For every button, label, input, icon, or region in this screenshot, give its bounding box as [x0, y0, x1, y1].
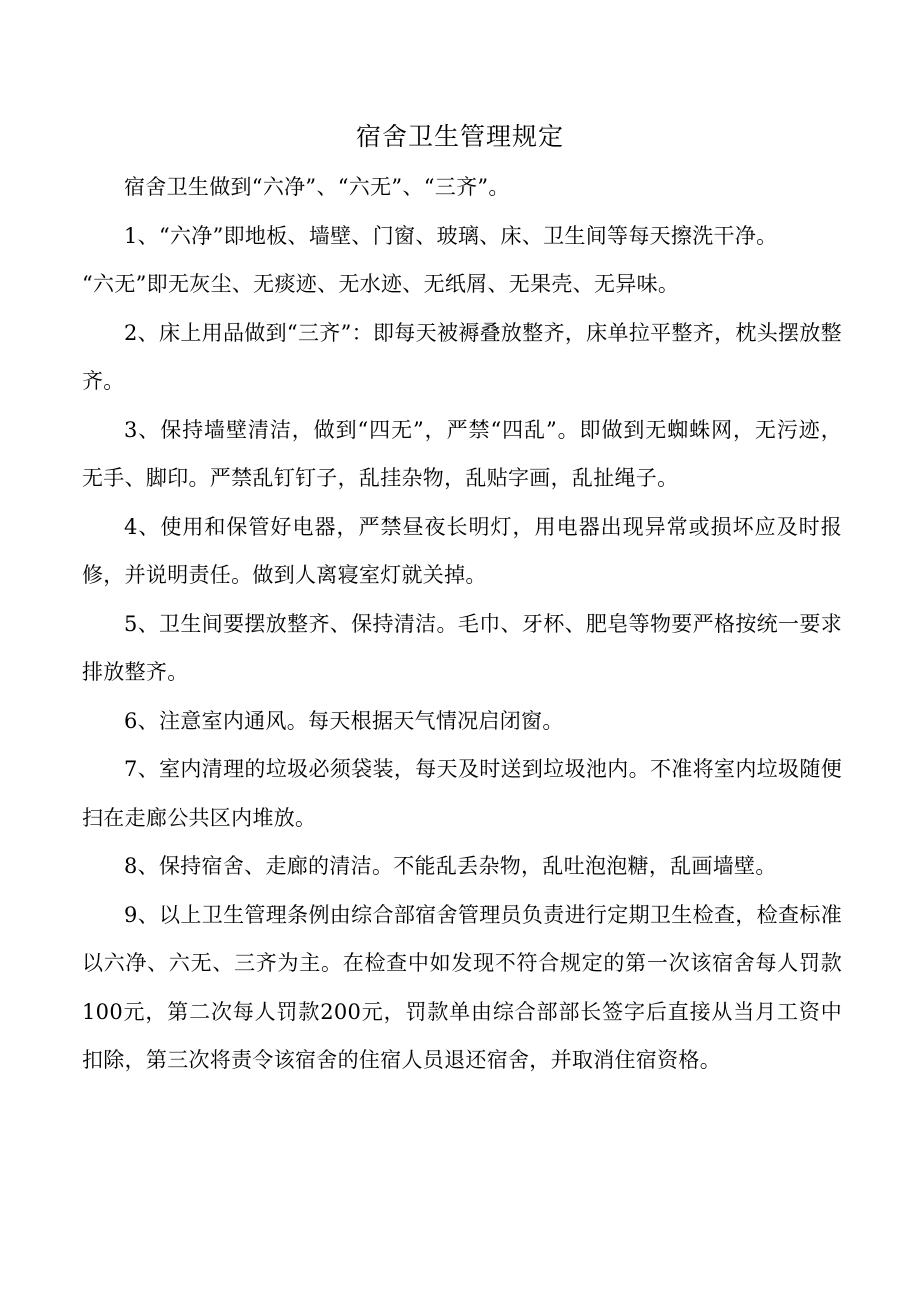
rule-4-paragraph: 4、使用和保管好电器，严禁昼夜长明灯，用电器出现异常或损坏应及时报修，并说明责任。做到人离寝室灯就关掉。	[82, 514, 842, 587]
intro-paragraph: 宿舍卫生做到“六净”、“六无”、“三齐”。	[124, 175, 510, 199]
rule-1-continuation: “六无”即无灰尘、无痰迹、无水迹、无纸屑、无果壳、无异味。	[82, 272, 680, 296]
rule-5-paragraph: 5、卫生间要摆放整齐、保持清洁。毛巾、牙杯、肥皂等物要严格按统一要求排放整齐。	[82, 611, 842, 684]
rule-7-paragraph: 7、室内清理的垃圾必须袋装，每天及时送到垃圾池内。不准将室内垃圾随便扫在走廊公共区内堆放。	[82, 757, 842, 830]
rule-1-paragraph: 1、“六净”即地板、墙壁、门窗、玻璃、床、卫生间等每天擦洗干净。	[124, 223, 778, 248]
document-body	[82, 163, 842, 1085]
rule-8-paragraph: 8、保持宿舍、走廊的清洁。不能乱丢杂物，乱吐泡泡糖，乱画墙壁。	[124, 854, 777, 878]
rule-2-paragraph: 2、床上用品做到“三齐”：即每天被褥叠放整齐，床单拉平整齐，枕头摆放整齐。	[82, 320, 842, 393]
rule-9-paragraph: 9、以上卫生管理条例由综合部宿舍管理员负责进行定期卫生检查，检查标准以六净、六无、三齐为主。在检查中如发现不符合规定的第一次该宿舍每人罚款100元，第二次每人罚款200元，罚款单由综合部部长签字后直接从当月工资中扣除，第三次将责令该宿舍的住宿人员退还宿舍，并取消住宿资格。	[82, 902, 842, 1072]
document-title: 宿舍卫生管理规定	[355, 122, 564, 151]
rule-3-paragraph: 3、保持墙壁清洁，做到“四无”，严禁“四乱”。即做到无蜘蛛网，无污迹，无手、脚印。严禁乱钉钉子，乱挂杂物，乱贴字画，乱扯绳子。	[82, 417, 842, 490]
rule-6-paragraph: 6、注意室内通风。每天根据天气情况启闭窗。	[124, 708, 564, 733]
